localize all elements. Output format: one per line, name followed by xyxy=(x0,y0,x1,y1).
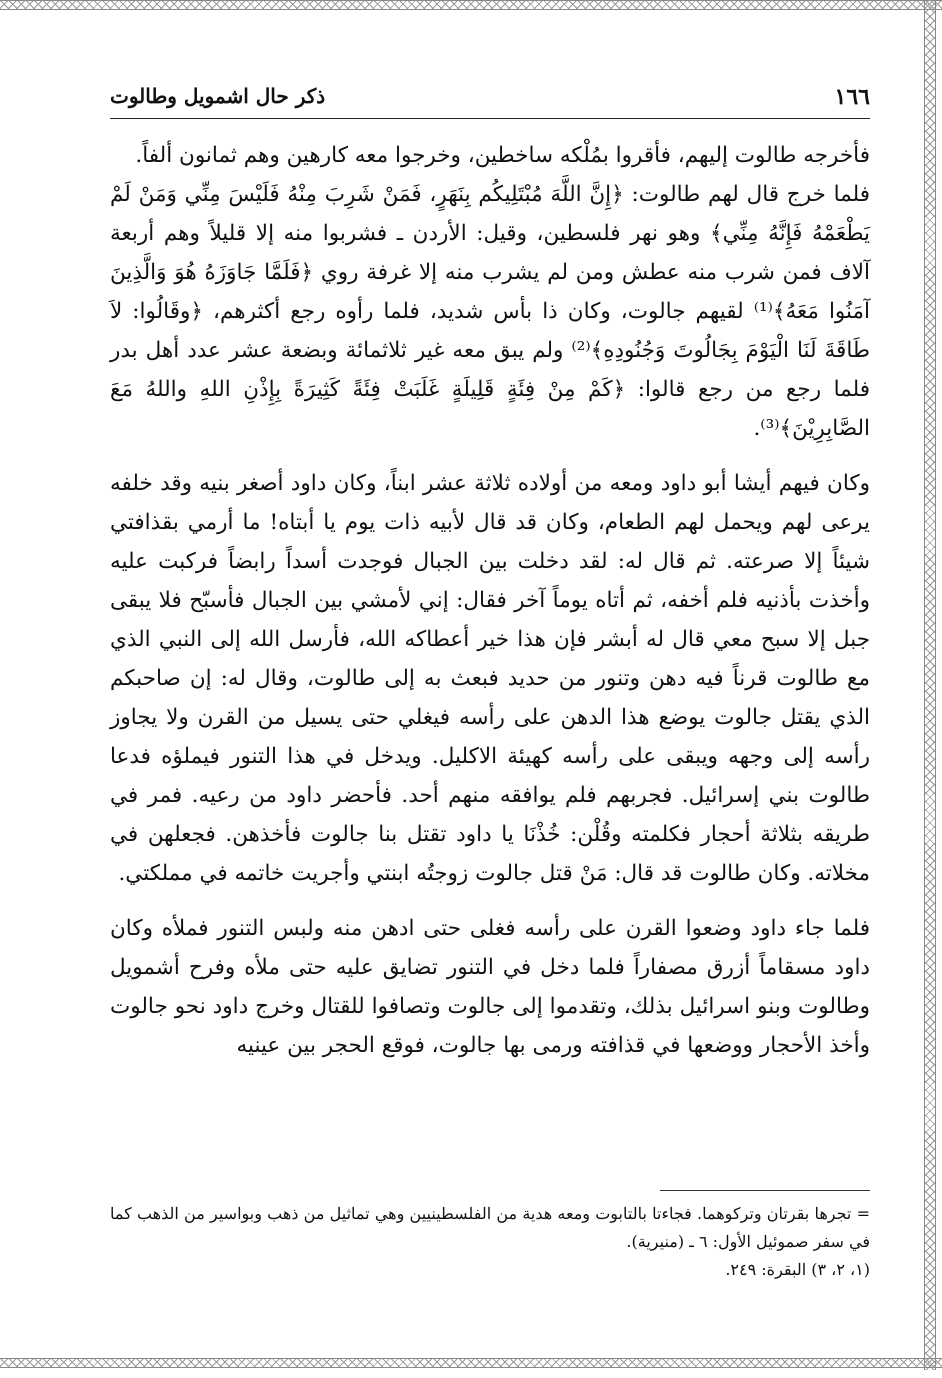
paragraph-4: فلما جاء داود وضعوا القرن على رأسه فغلى حتى ادهن منه ولبس التنور فملأه وكان داود مسقاماً أزرق مصفاراً فلما دخل في التنور تضايق عليه حتى ملأه وفرح أشمويل وطالوت وبنو اسرائيل بذلك، وتقدموا إلى جالوت وتصافوا للقتال وخرج داود نحو جالوت وأخذ الأحجار ووضعها في قذافته ورمى بها جالوت، فوقع الحجر بين عينيه xyxy=(110,916,870,1058)
paragraph-1: فأخرجه طالوت إليهم، فأقروا بمُلْكه ساخطين، وخرجوا معه كارهين وهم ثمانون ألفاً. xyxy=(135,143,870,168)
footnote-references: (١، ٢، ٣) البقرة: ٢٤٩. xyxy=(725,1260,870,1279)
footnote-divider xyxy=(660,1190,870,1191)
bottom-ornamental-border xyxy=(0,1358,942,1368)
footnotes xyxy=(110,1200,870,1284)
running-title: ذكر حال اشمويل وطالوت xyxy=(110,84,326,108)
right-ornamental-border xyxy=(924,0,936,1370)
paragraph-2: فلما خرج قال لهم طالوت: ﴿إِنَّ اللَّهَ مُبْتَلِيكُم بِنَهَرٍ، فَمَنْ شَرِبَ مِنْهُ فَلَيْسَ مِنِّي وَمَنْ لَمْ يَطْعَمْهُ فَإِنَّهُ مِنِّي﴾ وهو نهر فلسطين، وقيل: الأردن ـ فشربوا منه إلا قليلاً وهم أربعة آلاف فمن شرب منه عطش ومن لم يشرب منه إلا غرفة روي ﴿فَلَمَّا جَاوَزَهُ هُوَ وَالَّذِينَ آمَنُوا مَعَهُ﴾⁽¹⁾ لقيهم جالوت، وكان ذا بأس شديد، فلما رأوه رجع أكثرهم، ﴿وقَالُوا: لاَ طَاقَةَ لَنَا الْيَوْمَ بِجَالُوتَ وَجُنُودِهِ﴾⁽²⁾ ولم يبق معه غير ثلاثمائة وبضعة عشر عدد أهل بدر فلما رجع من رجع قالوا: ﴿كَمْ مِنْ فِئَةٍ قَلِيلَةٍ غَلَبَتْ فِئَةً كَثِيرَةً بِإِذْنِ اللهِ واللهُ مَعَ الصَّابِرِيْنَ﴾⁽³⁾. xyxy=(110,182,871,441)
footnote-continuation: = تجرها بقرتان وتركوهما. فجاءتا بالتابوت ومعه هدية من الفلسطينيين وهي تماثيل من ذهب وبواسير من الذهب كما في سفر صموئيل الأول: ٦ ـ (منيرية). xyxy=(110,1204,870,1251)
paragraph-3: وكان فيهم أيشا أبو داود ومعه من أولاده ثلاثة عشر ابناً، وكان داود أصغر بنيه وقد خلفه يرعى لهم ويحمل لهم الطعام، وكان قد قال لأبيه ذات يوم يا أبتاه! ما أرمي بقذافتي شيئاً إلا صرعته. ثم قال له: لقد دخلت بين الجبال فوجدت أسداً رابضاً فركبت عليه وأخذت بأذنيه فلم أخفه، ثم أتاه يوماً آخر فقال: إني لأمشي بين الجبال فأسبّح فلا يبقى جبل إلا سبح معي قال له أبشر فإن هذا خير أعطاكه الله، فأرسل الله إلى النبي الذي مع طالوت قرناً فيه دهن وتنور من حديد فبعث به إلى طالوت، وقال له: إن صاحبكم الذي يقتل جالوت يوضع هذا الدهن على رأسه فيغلي حتى يسيل من القرن ولا يجاوز رأسه إلى وجهه ويبقى على رأسه كهيئة الاكليل. ويدخل في هذا التنور فيملؤه فدعا طالوت بني إسرائيل. فجربهم فلم يوافقه منهم أحد. فأحضر داود من رعيه. فمر في طريقه بثلاثة أحجار فكلمته وقُلْن: خُذْنَا يا داود تقتل بنا جالوت فأخذهن. فجعلهن في مخلاته. وكان طالوت قد قال: مَنْ قتل جالوت زوجتُه ابنتي وأجريت خاتمه في مملكتي. xyxy=(110,471,870,886)
top-ornamental-border xyxy=(0,0,942,10)
page-header xyxy=(110,82,870,119)
page-number: ١٦٦ xyxy=(834,84,870,110)
main-text xyxy=(110,136,870,1065)
